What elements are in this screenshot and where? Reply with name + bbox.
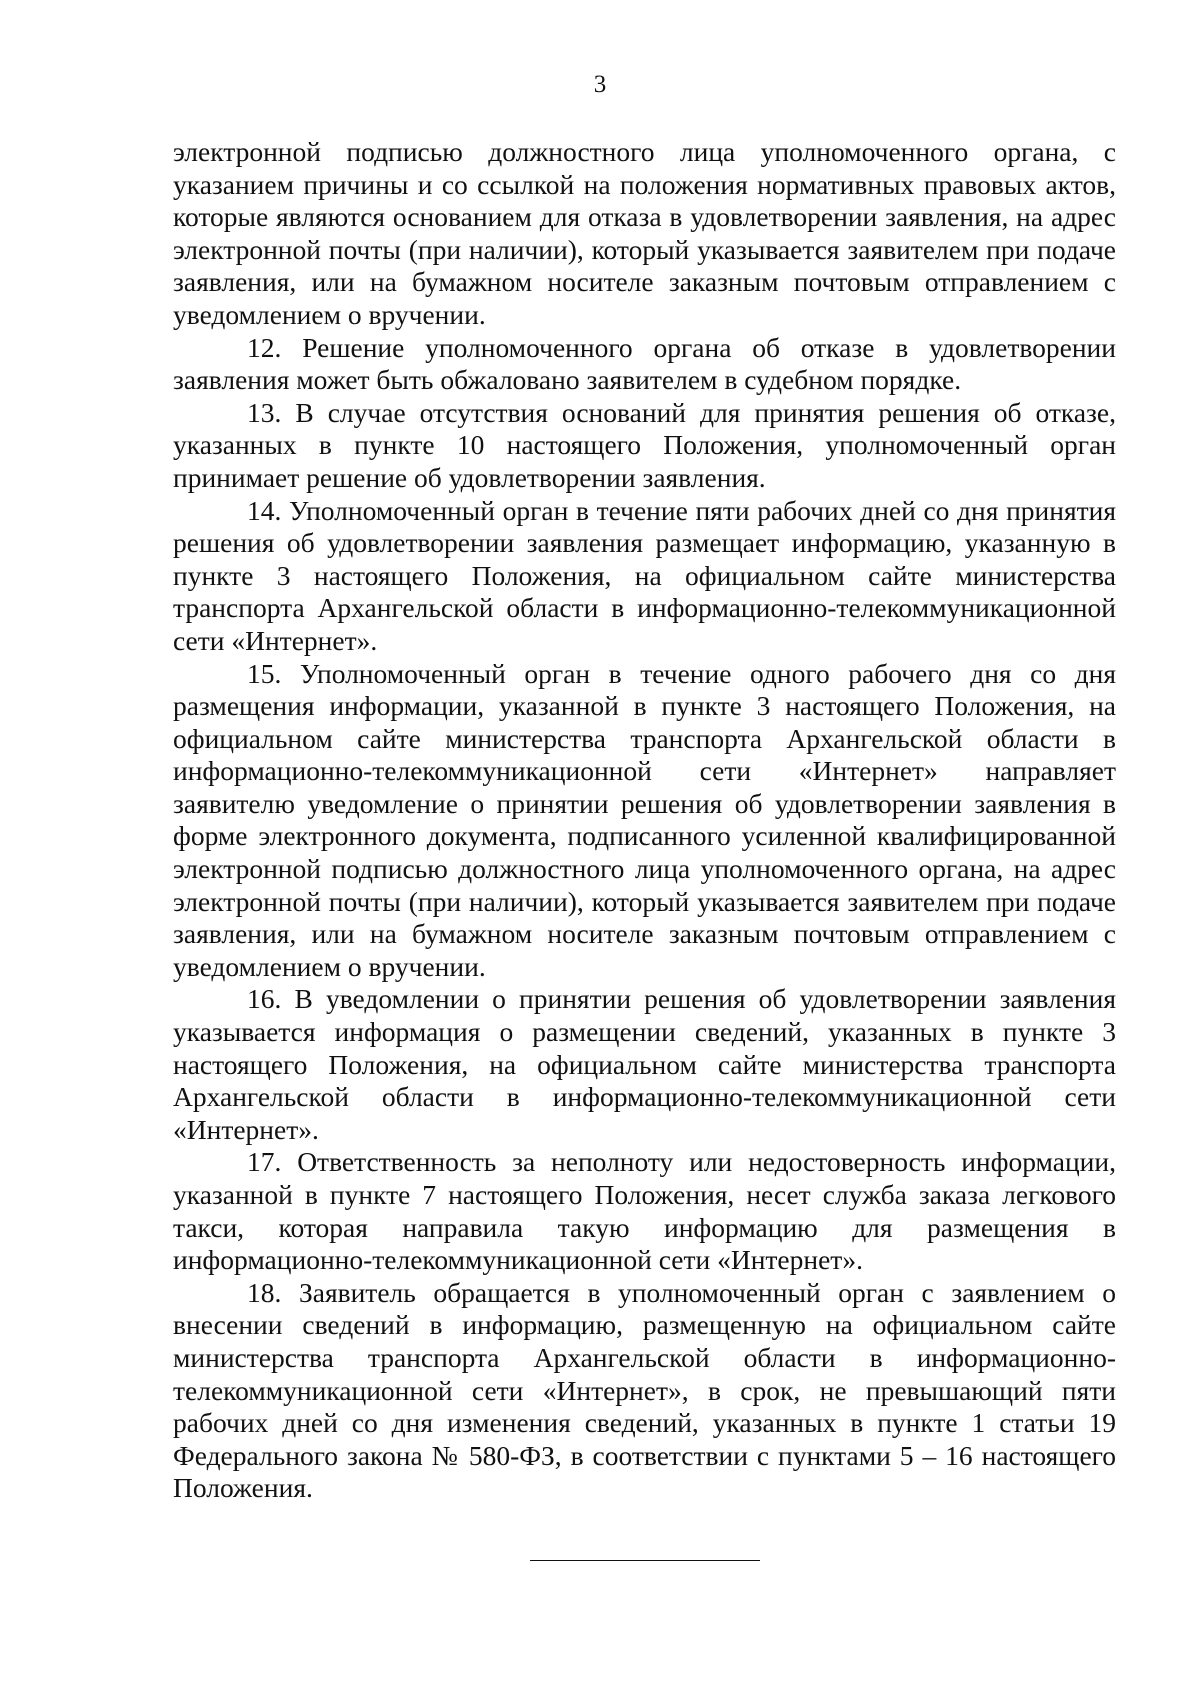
paragraph-13: 13. В случае отсутствия оснований для принятия решения об отказе, указанных в пункте 10 настоящего Положения, уполномоченный орган принимает решение об удовлетворении заявления. [173, 396, 1116, 493]
end-of-document-rule [530, 1560, 760, 1561]
paragraph-17: 17. Ответственность за неполноту или недостоверность информации, указанной в пункте 7 настоящего Положения, несет служба заказа легкового такси, которая направила такую информацию для размещения в информационно-телекоммуникационной сети «Интернет». [173, 1146, 1116, 1276]
paragraph-12: 12. Решение уполномоченного органа об отказе в удовлетворении заявления может быть обжаловано заявителем в судебном порядке. [173, 331, 1116, 396]
paragraph-15: 15. Уполномоченный орган в течение одного рабочего дня со дня размещения информации, указанной в пункте 3 настоящего Положения, на официальном сайте министерства транспорта Архангельской области в информационно-телекоммуникационной сети «Интернет» направляет заявителю уведомление о принятии решения об удовлетворении заявления в форме электронного документа, подписанного усиленной квалифицированной электронной подписью должностного лица уполномоченного органа, на адрес электронной почты (при наличии), который указывается заявителем при подаче заявления, или на бумажном носителе заказным почтовым отправлением с уведомлением о вручении. [173, 657, 1116, 982]
paragraph-continuation: электронной подписью должностного лица уполномоченного органа, с указанием причины и со ссылкой на положения нормативных правовых актов, которые являются основанием для отказа в удовлетворении заявления, на адрес электронной почты (при наличии), который указывается заявителем при подаче заявления, или на бумажном носителе заказным почтовым отправлением с уведомлением о вручении. [173, 136, 1116, 330]
page-number: 3 [593, 71, 607, 98]
paragraph-16: 16. В уведомлении о принятии решения об удовлетворении заявления указывается информация о размещении сведений, указанных в пункте 3 настоящего Положения, на официальном сайте министерства транспорта Архангельской области в информационно-телекоммуникационной сети «Интернет». [173, 983, 1116, 1145]
paragraph-18: 18. Заявитель обращается в уполномоченный орган с заявлением о внесении сведений в информацию, размещенную на официальном сайте министерства транспорта Архангельской области в информационно-телекоммуникационной сети «Интернет», в срок, не превышающий пяти рабочих дней со дня изменения сведений, указанных в пункте 1 статьи 19 Федерального закона № 580-ФЗ, в соответствии с пунктами 5 – 16 настоящего Положения. [173, 1276, 1116, 1504]
paragraph-14: 14. Уполномоченный орган в течение пяти рабочих дней со дня принятия решения об удовлетворении заявления размещает информацию, указанную в пункте 3 настоящего Положения, на официальном сайте министерства транспорта Архангельской области в информационно-телекоммуникационной сети «Интернет». [173, 494, 1116, 656]
document-body [173, 136, 1116, 1505]
